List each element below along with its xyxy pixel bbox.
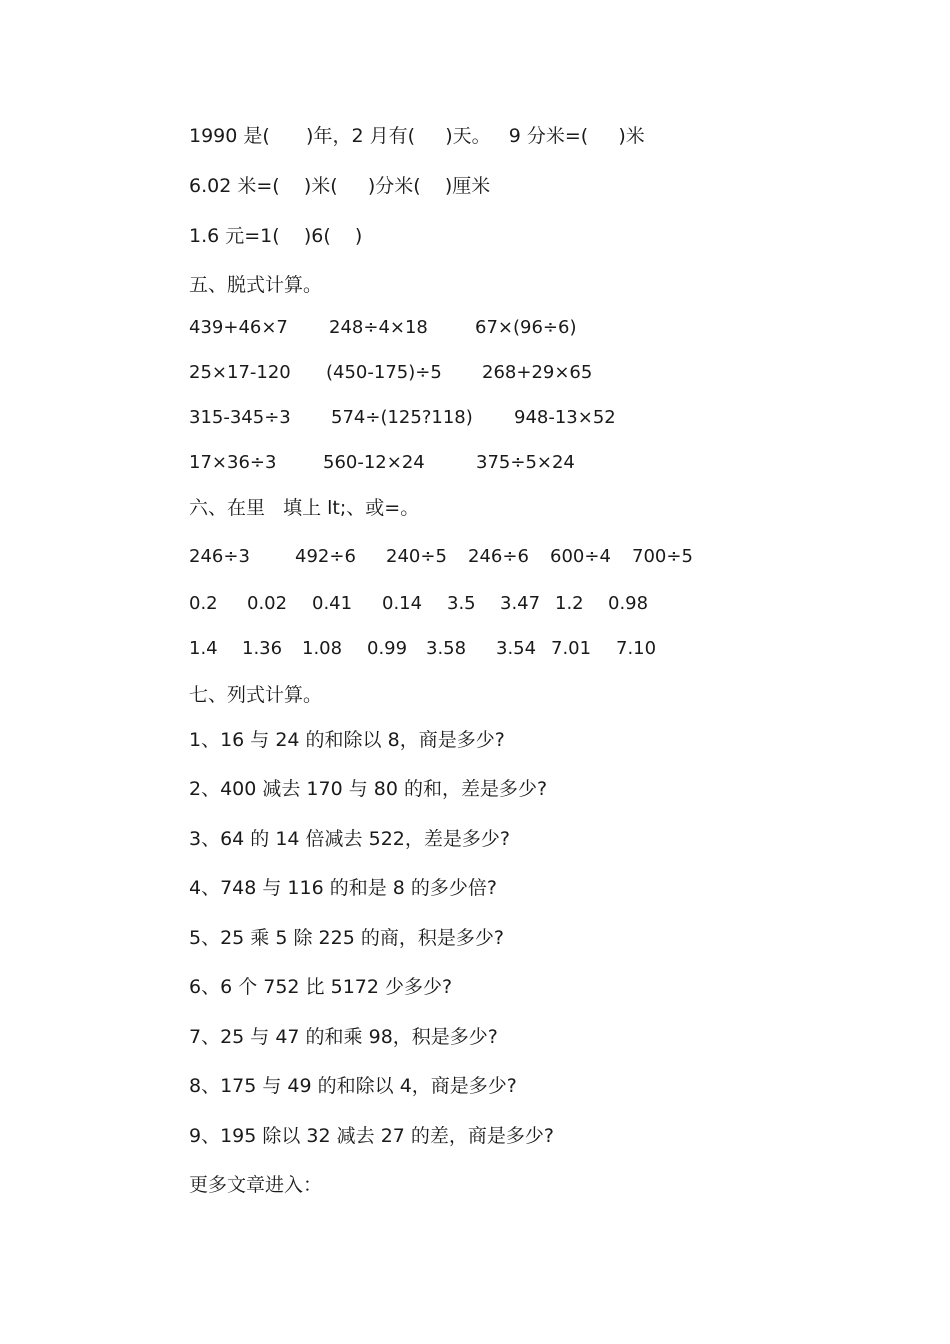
fill-in-line-2: 6.02 米=( )米( )分米( )厘米 <box>189 175 491 197</box>
calc-item: 948-13×52 <box>514 407 616 428</box>
compare-item: 7.10 <box>616 638 657 659</box>
compare-item: 1.08 <box>302 638 343 659</box>
question-item: 5、25 乘 5 除 225 的商，积是多少? <box>189 927 504 949</box>
calc-item: 375÷5×24 <box>476 452 575 473</box>
footer-more-articles: 更多文章进入： <box>189 1174 323 1196</box>
question-item: 3、64 的 14 倍减去 522，差是多少? <box>189 828 510 850</box>
calc-item: 315-345÷3 <box>189 407 291 428</box>
calc-item: 248÷4×18 <box>329 317 428 338</box>
compare-item: 246÷3 <box>189 546 250 567</box>
compare-item: 700÷5 <box>632 546 693 567</box>
compare-item: 1.36 <box>242 638 283 659</box>
compare-item: 3.47 <box>500 593 541 614</box>
question-item: 2、400 减去 170 与 80 的和，差是多少? <box>189 778 548 800</box>
compare-item: 600÷4 <box>550 546 611 567</box>
compare-item: 1.2 <box>555 593 584 614</box>
section-7-heading: 七、列式计算。 <box>189 684 323 706</box>
question-item: 6、6 个 752 比 5172 少多少? <box>189 976 453 998</box>
compare-item: 0.41 <box>312 593 353 614</box>
compare-item: 0.99 <box>367 638 408 659</box>
calc-item: 17×36÷3 <box>189 452 277 473</box>
question-item: 1、16 与 24 的和除以 8，商是多少? <box>189 729 505 751</box>
compare-item: 0.2 <box>189 593 218 614</box>
compare-item: 3.54 <box>496 638 537 659</box>
section-5-heading: 五、脱式计算。 <box>189 274 323 296</box>
compare-item: 240÷5 <box>386 546 447 567</box>
compare-item: 1.4 <box>189 638 218 659</box>
compare-item: 3.5 <box>447 593 476 614</box>
calc-item: 67×(96÷6) <box>475 317 577 338</box>
compare-item: 492÷6 <box>295 546 356 567</box>
compare-item: 0.14 <box>382 593 423 614</box>
calc-item: (450-175)÷5 <box>326 362 442 383</box>
fill-in-line-1: 1990 是( )年，2 月有( )天。 9 分米=( )米 <box>189 125 645 147</box>
calc-item: 268+29×65 <box>482 362 593 383</box>
calc-item: 439+46×7 <box>189 317 288 338</box>
compare-item: 3.58 <box>426 638 467 659</box>
question-item: 9、195 除以 32 减去 27 的差，商是多少? <box>189 1125 554 1147</box>
section-6-heading: 六、在里 填上 lt;、或=。 <box>189 497 420 519</box>
fill-in-line-3: 1.6 元=1( )6( ) <box>189 225 363 247</box>
question-item: 4、748 与 116 的和是 8 的多少倍? <box>189 877 497 899</box>
compare-item: 7.01 <box>551 638 592 659</box>
question-item: 8、175 与 49 的和除以 4，商是多少? <box>189 1075 517 1097</box>
calc-item: 25×17-120 <box>189 362 291 383</box>
calc-item: 560-12×24 <box>323 452 425 473</box>
calc-item: 574÷(125?118) <box>331 407 473 428</box>
compare-item: 0.98 <box>608 593 649 614</box>
compare-item: 0.02 <box>247 593 288 614</box>
question-item: 7、25 与 47 的和乘 98，积是多少? <box>189 1026 498 1048</box>
compare-item: 246÷6 <box>468 546 529 567</box>
